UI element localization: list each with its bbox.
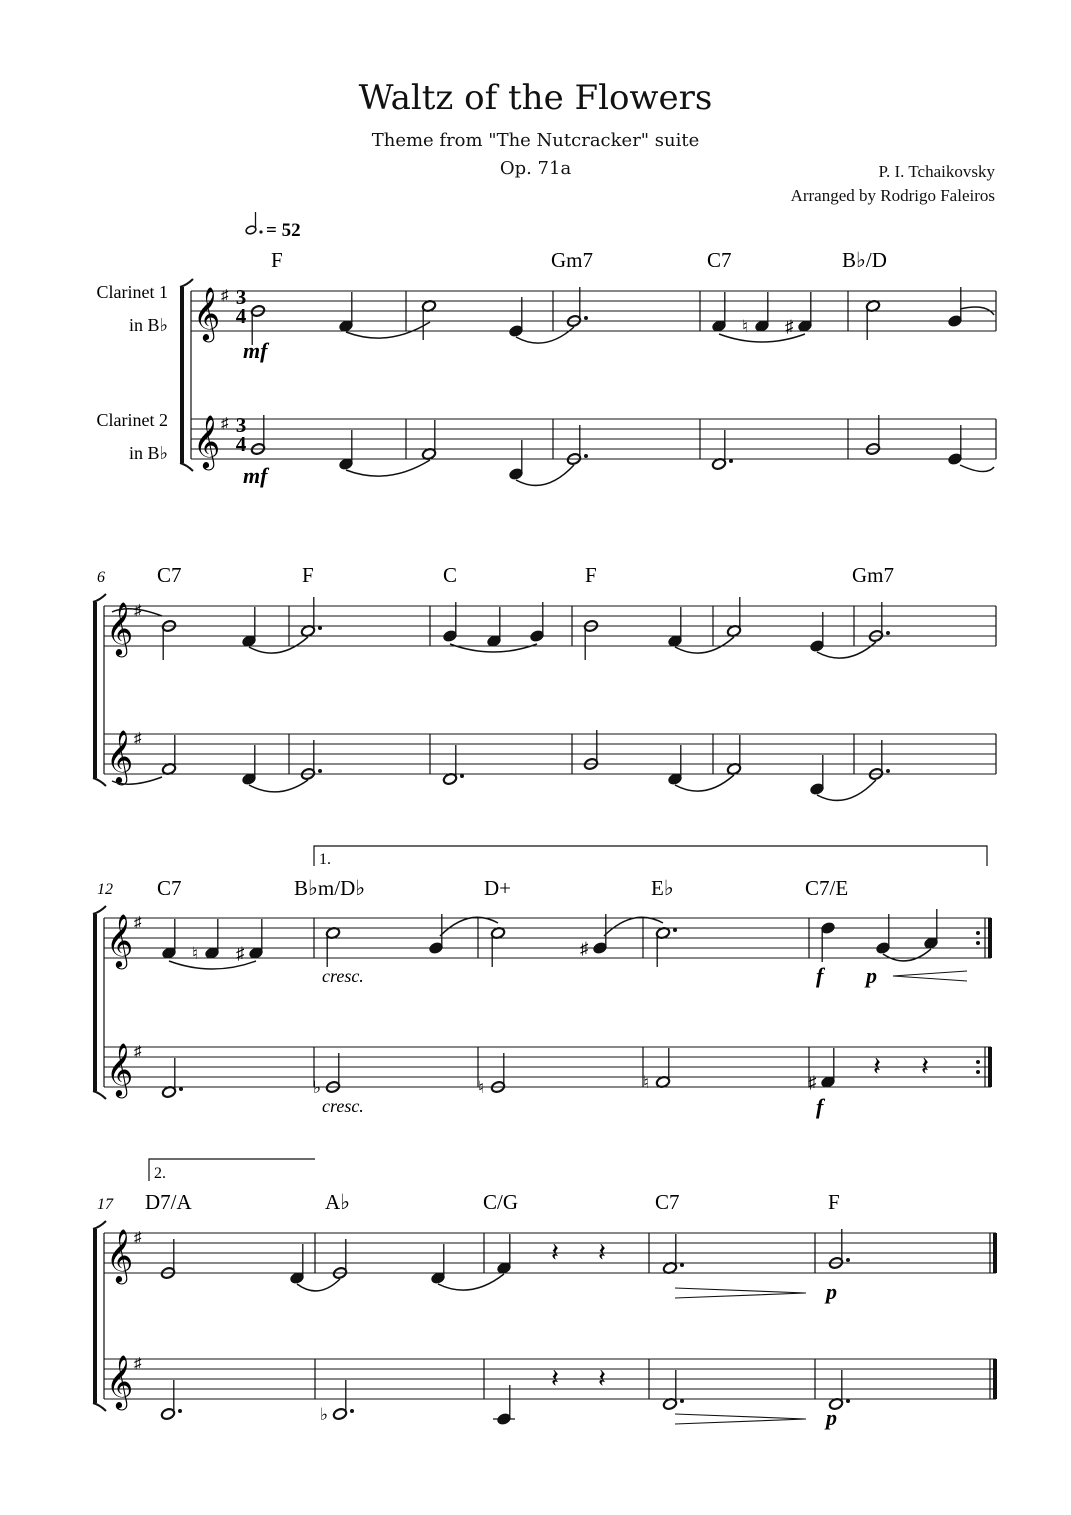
slur	[516, 465, 574, 485]
system-bracket	[180, 463, 193, 471]
slur	[346, 322, 430, 338]
key-signature-sharp: ♯	[221, 288, 229, 304]
treble-clef-icon: 𝄞	[106, 1356, 134, 1407]
svg-text:3: 3	[235, 413, 247, 437]
augmentation-dot	[179, 1087, 183, 1091]
volta-label: 1.	[319, 851, 331, 868]
repeat-dot	[976, 1070, 980, 1074]
system-bracket	[180, 279, 193, 287]
chord-symbol: F	[828, 1190, 840, 1214]
slur	[297, 1279, 340, 1291]
composer-credit: P. I. Tchaikovsky	[878, 162, 995, 181]
augmentation-dot	[886, 631, 890, 635]
chord-symbol: Gm7	[852, 563, 894, 587]
slur	[675, 637, 734, 653]
chord-symbol: C7/E	[805, 876, 849, 900]
measure-number: 12	[97, 881, 113, 898]
accidental: ♭	[320, 1405, 329, 1424]
slur	[675, 775, 734, 791]
augmentation-dot	[318, 769, 322, 773]
augmentation-dot	[673, 928, 677, 932]
accidental: ♮	[643, 1073, 650, 1092]
chord-symbols	[145, 248, 894, 1214]
system-bracket	[93, 1221, 106, 1229]
repeat-dot	[976, 941, 980, 945]
quarter-rest: 𝄽	[598, 1364, 606, 1393]
svg-text:4: 4	[235, 432, 247, 456]
system-bracket	[93, 906, 106, 914]
dynamic-p: p	[866, 963, 877, 988]
system-bracket	[93, 594, 106, 602]
tempo-value: = 52	[266, 220, 301, 241]
chord-symbol: D+	[484, 876, 512, 900]
key-signature-sharp: ♯	[134, 603, 142, 619]
augmentation-dot	[680, 1263, 684, 1267]
accidental: ♯	[580, 939, 589, 958]
final-barline	[993, 1233, 997, 1273]
augmentation-dot	[584, 454, 588, 458]
measure-number: 6	[97, 569, 105, 586]
final-barline	[988, 918, 992, 958]
dynamic-mf: mf	[243, 338, 268, 363]
augmentation-dot	[729, 459, 733, 463]
slur	[817, 780, 876, 800]
slur	[438, 1274, 504, 1290]
measure-number: 17	[97, 1196, 113, 1213]
treble-clef-icon: 𝄞	[106, 731, 134, 782]
quarter-rest: 𝄽	[551, 1364, 559, 1393]
chord-symbol: F	[585, 563, 597, 587]
augmentation-dot	[680, 1399, 684, 1403]
slur	[440, 917, 498, 936]
volta-bracket-2	[149, 1159, 315, 1181]
treble-clef-icon: 𝄞	[193, 288, 221, 339]
slur	[249, 780, 308, 792]
dynamic-f: f	[816, 1094, 824, 1119]
key-signature-sharp: ♯	[134, 731, 142, 747]
slur	[516, 327, 574, 343]
accidental: ♮	[478, 1078, 485, 1097]
accidental: ♮	[742, 317, 749, 336]
quarter-rest: 𝄽	[873, 1052, 881, 1081]
augmentation-dot	[846, 1399, 850, 1403]
opus-number: Op. 71a	[499, 158, 572, 179]
augmentation-dot	[584, 316, 588, 320]
repeat-dot	[976, 1060, 980, 1064]
treble-clef-icon: 𝄞	[193, 416, 221, 467]
cresc-marking: cresc.	[322, 1096, 364, 1116]
piece-title: Waltz of the Flowers	[358, 78, 713, 118]
chord-symbol: A♭	[325, 1190, 351, 1214]
instrument-transposition-2: in B♭	[129, 443, 168, 463]
notation-layer	[93, 279, 997, 1426]
chord-symbol: C7	[157, 563, 182, 587]
final-barline	[993, 1359, 997, 1399]
chord-symbol: B♭/D	[842, 248, 887, 272]
system-bracket	[93, 1091, 106, 1099]
instrument-label-2: Clarinet 2	[96, 410, 168, 430]
dynamic-f: f	[816, 963, 824, 988]
repeat-dot	[976, 931, 980, 935]
chord-symbol: C	[443, 563, 458, 587]
slur	[249, 637, 308, 653]
decrescendo-hairpin	[675, 1288, 806, 1298]
tie	[960, 465, 994, 472]
slur	[346, 460, 430, 476]
chord-symbol: C7	[157, 876, 182, 900]
accidental: ♯	[808, 1073, 817, 1092]
augmentation-dot	[846, 1258, 850, 1262]
slur	[883, 949, 931, 961]
chord-symbol: C/G	[483, 1190, 519, 1214]
instrument-label-1: Clarinet 1	[96, 282, 168, 302]
arranger-credit: Arranged by Rodrigo Faleiros	[790, 186, 995, 205]
crescendo-hairpin	[893, 971, 967, 981]
accidental: ♯	[236, 944, 245, 963]
accidental: ♭	[313, 1078, 322, 1097]
augmentation-dot	[460, 774, 464, 778]
chord-symbol: Gm7	[551, 248, 593, 272]
treble-clef-icon: 𝄞	[106, 1044, 134, 1095]
chord-symbol: C7	[707, 248, 732, 272]
treble-clef-icon: 𝄞	[106, 1230, 134, 1281]
chord-symbol: F	[271, 248, 283, 272]
accidental: ♮	[192, 944, 199, 963]
cresc-marking: cresc.	[322, 966, 364, 986]
chord-symbol: B♭m/D♭	[294, 876, 366, 900]
piece-subtitle: Theme from "The Nutcracker" suite	[371, 130, 700, 151]
slur	[604, 917, 663, 936]
instrument-transposition-1: in B♭	[129, 315, 168, 335]
system-bracket	[93, 1403, 106, 1411]
chord-symbol: E♭	[651, 876, 674, 900]
quarter-rest: 𝄽	[598, 1238, 606, 1267]
chord-symbol: C7	[655, 1190, 680, 1214]
key-signature-sharp: ♯	[221, 416, 229, 432]
chord-symbol: D7/A	[145, 1190, 192, 1214]
augmentation-dot	[350, 1409, 354, 1413]
decrescendo-hairpin	[675, 1414, 806, 1424]
quarter-rest: 𝄽	[551, 1238, 559, 1267]
dynamic-mf: mf	[243, 463, 268, 488]
accidental: ♯	[785, 317, 794, 336]
treble-clef-icon: 𝄞	[106, 915, 134, 966]
volta-label: 2.	[154, 1165, 166, 1182]
svg-text:4: 4	[235, 304, 247, 328]
augmentation-dot	[318, 626, 322, 630]
svg-text:3: 3	[235, 285, 247, 309]
augmentation-dot	[178, 1409, 182, 1413]
final-barline	[988, 1047, 992, 1087]
dynamic-p: p	[826, 1279, 837, 1304]
slur	[817, 642, 876, 658]
key-signature-sharp: ♯	[134, 1044, 142, 1060]
treble-clef-icon: 𝄞	[106, 603, 134, 654]
key-signature-sharp: ♯	[134, 915, 142, 931]
quarter-rest: 𝄽	[921, 1052, 929, 1081]
augmentation-dot	[886, 769, 890, 773]
dynamic-p: p	[826, 1405, 837, 1430]
key-signature-sharp: ♯	[134, 1356, 142, 1372]
key-signature-sharp: ♯	[134, 1230, 142, 1246]
tempo-marking	[245, 212, 301, 241]
volta-bracket-1	[314, 846, 987, 866]
system-bracket	[93, 778, 106, 786]
chord-symbol: F	[302, 563, 314, 587]
